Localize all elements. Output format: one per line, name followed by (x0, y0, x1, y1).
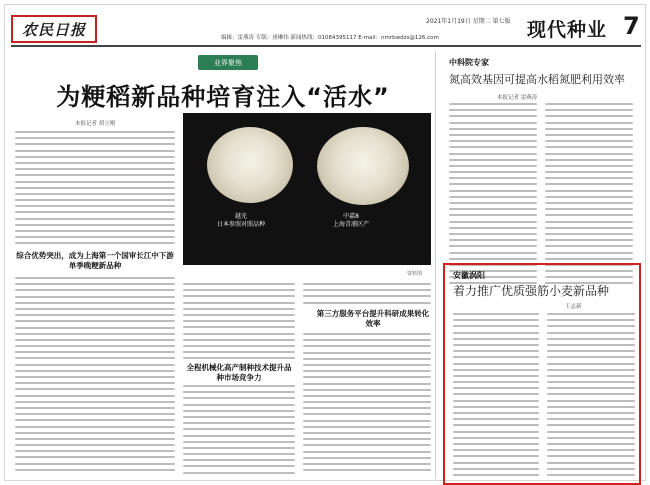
caption-left-line2: 日本参照对照品种 (217, 221, 266, 229)
rice-photo (183, 113, 431, 265)
highlight-label: 安徽涡阳 (453, 271, 485, 280)
page-number: 7 (623, 12, 640, 40)
subhead-3: 第三方服务平台提升科研成果转化效率 (316, 309, 430, 329)
photo-caption-left (217, 213, 265, 230)
editor-meta-line: 编辑：雷燕涛 专版：唐琳伟 新闻热线：01084395117 E-mail：nmrbwdzs@126.com (221, 35, 439, 41)
caption-right-line1: 中嘉8 (343, 213, 359, 220)
newspaper-page (4, 4, 646, 481)
highlight-byline: 王志新 (565, 304, 582, 310)
section-title: 现代种业 (527, 19, 608, 41)
highlight-title: 着力推广优质强筋小麦新品种 (453, 284, 610, 298)
masthead (11, 13, 641, 45)
right-top-title: 氮高效基因可提高水稻氮肥利用效率 (449, 73, 625, 86)
caption-right-line2: 上海青浦区产 (333, 221, 370, 229)
rice-grain-pile-right (317, 127, 409, 205)
body-text-block (15, 277, 175, 475)
right-top-label: 中科院专家 (449, 58, 489, 67)
body-text-block (15, 131, 175, 249)
body-text-block (453, 313, 539, 480)
subhead-2: 全程机械化高产制种技术提升品种市场竞争力 (186, 363, 292, 383)
date-line: 2021年1月19日 星期二 第七版 (426, 18, 511, 25)
rice-grain-pile-left (207, 127, 293, 203)
body-text-block (547, 313, 635, 480)
photo-credit: 资料图 (407, 271, 423, 277)
right-top-byline: 本报记者 雷燕涛 (497, 95, 538, 101)
section-tag: 业界聚焦 (198, 55, 258, 70)
highlighted-article (443, 263, 641, 485)
body-text-block (303, 333, 431, 475)
newspaper-logo (11, 15, 97, 43)
photo-caption-right (333, 213, 369, 230)
body-text-block (449, 103, 537, 289)
main-headline: 为粳稻新品种培育注入“活水” (56, 83, 390, 111)
newspaper-logo-text: 农民日报 (21, 20, 86, 39)
body-text-block (183, 283, 295, 363)
subhead-1: 综合优势突出，成为上海第一个国审长江中下游单季晚粳新品种 (16, 251, 174, 271)
body-text-block (183, 385, 295, 478)
main-article (15, 51, 431, 479)
masthead-divider (11, 45, 641, 47)
body-text-block (545, 103, 633, 289)
main-byline: 本报记者 胡立刚 (75, 121, 116, 127)
body-text-block (303, 283, 431, 308)
caption-left-line1: 越光 (235, 213, 248, 220)
column-divider (435, 51, 436, 479)
